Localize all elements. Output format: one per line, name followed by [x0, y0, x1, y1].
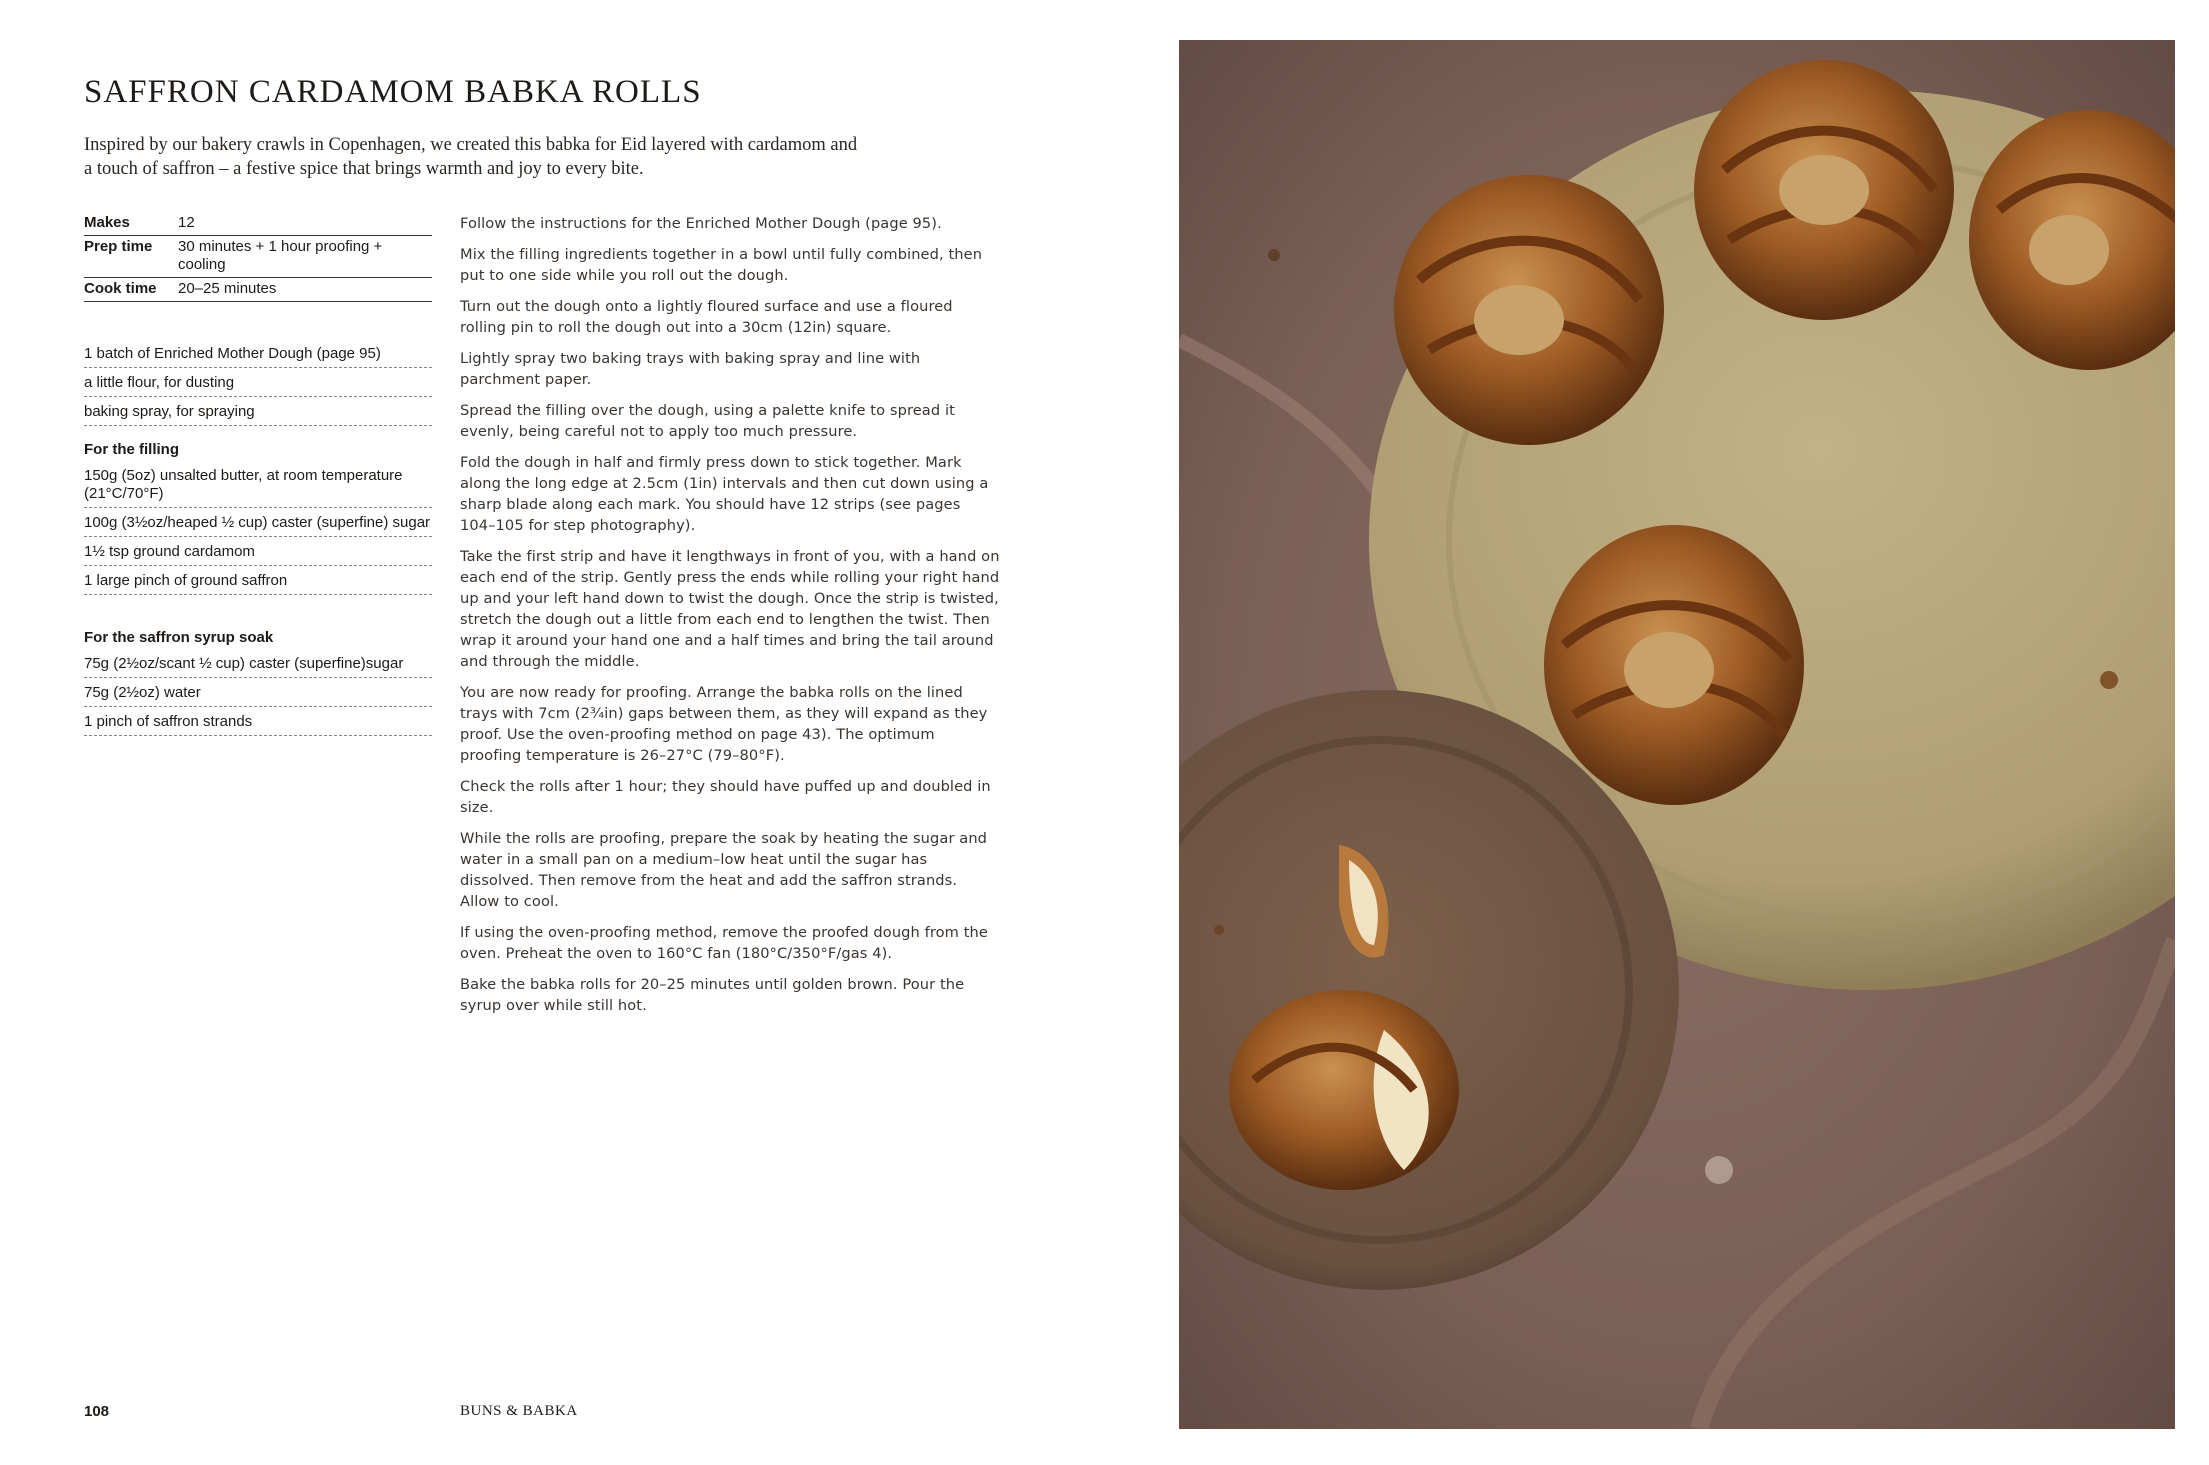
method-step: If using the oven-proofing method, remove the proofed dough from the oven. Preheat the oven to 160°C fan (180°C/350°F/gas 4). — [460, 924, 988, 962]
method-step: Take the first strip and have it lengthways in front of you, with a hand on each end of the strip. Gently press the ends while rolling your right hand up and your left hand down to twist the dough. Once the strip is twisted, stretch the dough out a little from each end to lengthen the twist. Then wrap it around your hand one and a half times and bring the tail around and through the middle. — [460, 548, 1000, 670]
method-step: Follow the instructions for the Enriched Mother Dough (page 95). — [460, 215, 942, 232]
meta-value: 20–25 minutes — [178, 280, 277, 297]
syrup-heading: For the saffron syrup soak — [84, 629, 274, 646]
intro-line-1: Inspired by our bakery crawls in Copenhagen, we created this babka for Eid layered with cardamom and — [84, 135, 858, 155]
meta-row-cook-time — [84, 278, 432, 302]
ingredient-item: a little flour, for dusting — [84, 372, 432, 397]
ingredients-filling — [84, 441, 432, 599]
recipe-meta-table — [84, 212, 432, 302]
method-step: Spread the filling over the dough, using a palette knife to spread it evenly, being careful not to apply too much pressure. — [460, 402, 955, 440]
babka-rolls-photo — [1179, 40, 2175, 1429]
ingredient-item: 75g (2½oz/scant ½ cup) caster (superfine)sugar — [84, 653, 432, 678]
ingredient-item: 1 pinch of saffron strands — [84, 711, 432, 736]
ingredient-item: 1½ tsp ground cardamom — [84, 541, 432, 566]
method-step: Turn out the dough onto a lightly floured surface and use a floured rolling pin to roll the dough out into a 30cm (12in) square. — [460, 298, 953, 336]
ingredient-item: 1 batch of Enriched Mother Dough (page 95) — [84, 343, 432, 368]
meta-row-makes — [84, 212, 432, 236]
ingredient-item: baking spray, for spraying — [84, 401, 432, 426]
method-step: Mix the filling ingredients together in a bowl until fully combined, then put to one side while you roll out the dough. — [460, 246, 983, 284]
section-title: BUNS & BABKA — [460, 1403, 578, 1419]
recipe-intro — [84, 133, 984, 181]
meta-value: 12 — [178, 214, 195, 231]
filling-heading: For the filling — [84, 441, 179, 458]
method-step: Fold the dough in half and firmly press down to stick together. Mark along the long edge at 2.5cm (1in) intervals and then cut down using a sharp blade along each mark. You should have 12 strips (see pages 104–105 for step photography). — [460, 454, 989, 534]
babka-roll — [1394, 175, 1664, 445]
method-steps — [460, 213, 1000, 1026]
method-step: Lightly spray two baking trays with baking spray and line with parchment paper. — [460, 350, 921, 388]
meta-label: Prep time — [84, 238, 153, 255]
method-step: You are now ready for proofing. Arrange the babka rolls on the lined trays with 7cm (2¾in) gaps between them, as they will expand as they proof. Use the oven-proofing method on page 43). The optimum proofing temperature is 26–27°C (79–80°F). — [460, 684, 988, 764]
ingredient-item: 1 large pinch of ground saffron — [84, 570, 432, 595]
intro-line-2: a touch of saffron – a festive spice that brings warmth and joy to every bite. — [84, 159, 644, 179]
meta-value: 30 minutes + 1 hour proofing + cooling — [178, 238, 383, 273]
page-number: 108 — [84, 1403, 110, 1420]
method-step: Bake the babka rolls for 20–25 minutes until golden brown. Pour the syrup over while still hot. — [460, 976, 965, 1014]
recipe-title: SAFFRON CARDAMOM BABKA ROLLS — [84, 74, 702, 110]
method-step: While the rolls are proofing, prepare the soak by heating the sugar and water in a small pan on a medium–low heat until the sugar has dissolved. Then remove from the heat and add the saffron strands. Allow to cool. — [460, 830, 988, 910]
meta-label: Makes — [84, 214, 130, 231]
babka-roll — [1694, 60, 1954, 320]
meta-label: Cook time — [84, 280, 157, 297]
ingredient-item: 75g (2½oz) water — [84, 682, 432, 707]
torn-babka-roll — [1229, 990, 1459, 1190]
ingredient-item: 150g (5oz) unsalted butter, at room temperature (21°C/70°F) — [84, 465, 432, 508]
meta-row-prep-time — [84, 236, 432, 278]
ingredients-syrup — [84, 629, 432, 740]
ingredient-item: 100g (3½oz/heaped ½ cup) caster (superfine) sugar — [84, 512, 432, 537]
method-step: Check the rolls after 1 hour; they should have puffed up and doubled in size. — [460, 778, 991, 816]
ingredients-main — [84, 343, 432, 430]
babka-roll — [1544, 525, 1804, 805]
